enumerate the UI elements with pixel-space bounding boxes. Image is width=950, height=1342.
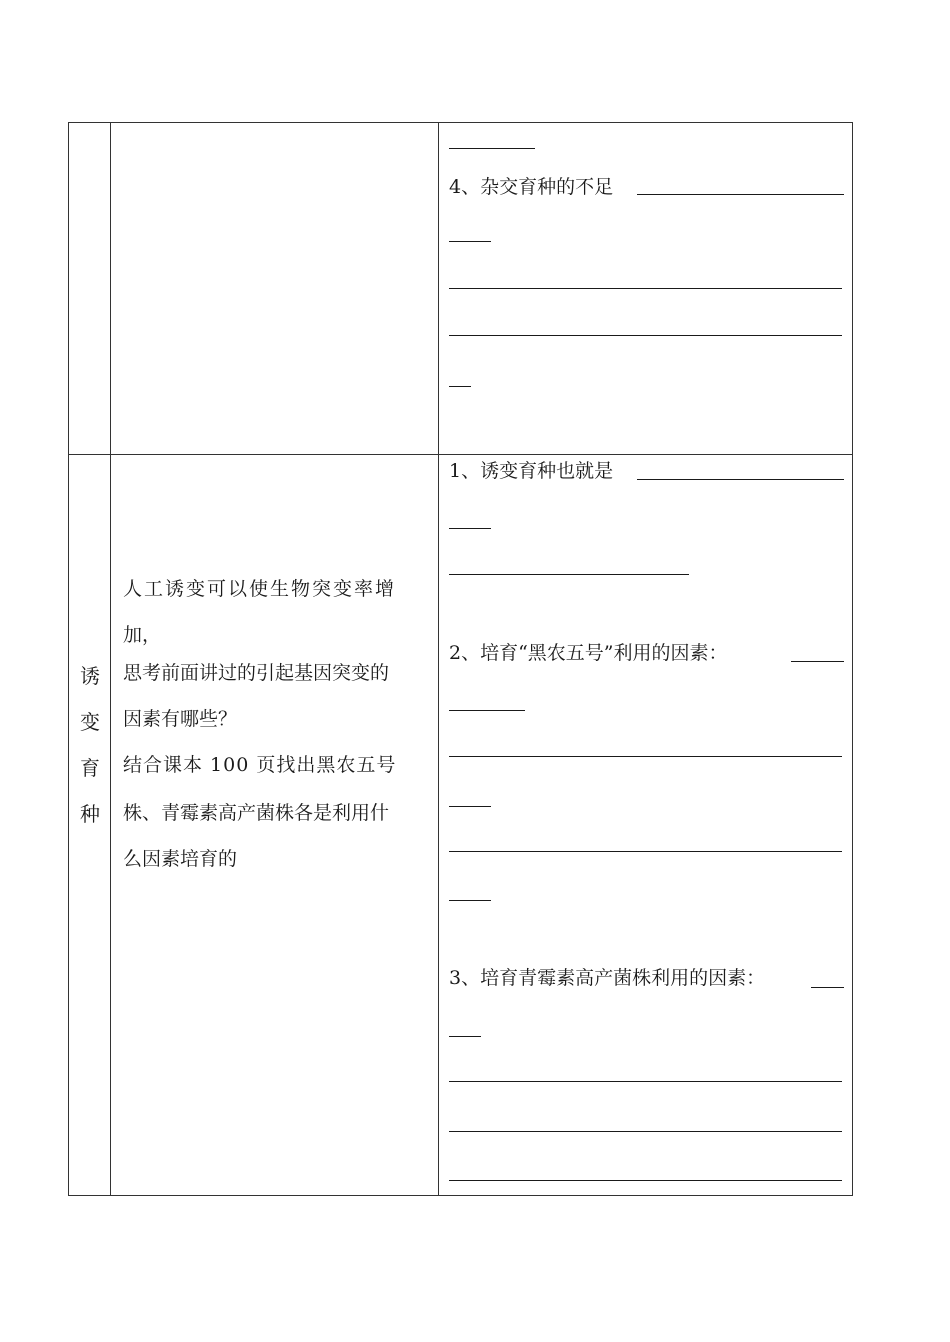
guide-line: 因素有哪些？ (123, 708, 238, 730)
guide-text (123, 566, 435, 882)
guide-line: 加， (123, 624, 162, 646)
worksheet-table (68, 122, 853, 1196)
answer-blank[interactable] (449, 1131, 842, 1132)
answer-blank[interactable] (449, 806, 491, 807)
section-label-char: 变 (80, 710, 100, 734)
answer-blank[interactable] (449, 574, 689, 575)
answer-blank[interactable] (449, 710, 525, 711)
question-2: 2、培育“黑农五号”利用的因素： (449, 642, 728, 664)
section-label-char: 育 (80, 756, 100, 780)
answer-blank[interactable] (637, 194, 844, 195)
answer-blank[interactable] (449, 288, 842, 289)
answer-blank[interactable] (811, 987, 844, 988)
answer-blank[interactable] (449, 900, 491, 901)
answer-blank[interactable] (449, 1180, 842, 1181)
answer-blank[interactable] (791, 661, 844, 662)
answer-blank[interactable] (449, 335, 842, 336)
guide-line: 株、青霉素高产菌株各是利用什 (123, 802, 390, 824)
answer-blank[interactable] (449, 528, 491, 529)
guide-line: 结合课本 100 页找出黑农五号 (123, 754, 397, 776)
guide-line: 么因素培育的 (123, 848, 238, 870)
section-label (69, 653, 111, 837)
guide-line: 思考前面讲过的引起基因突变的 (123, 662, 390, 684)
section-label-char: 诱 (80, 664, 100, 688)
answer-blank[interactable] (637, 479, 844, 480)
answer-blank[interactable] (449, 851, 842, 852)
answer-blank[interactable] (449, 756, 842, 757)
section-label-char: 种 (80, 802, 100, 826)
row-divider (69, 454, 852, 455)
answer-blank[interactable] (449, 148, 535, 149)
question-4: 4、杂交育种的不足 (449, 176, 614, 198)
guide-line: 人工诱变可以使生物突变率增 (123, 578, 397, 600)
question-3: 3、培育青霉素高产菌株利用的因素： (449, 967, 766, 989)
answer-blank[interactable] (449, 386, 471, 387)
answer-blank[interactable] (449, 1036, 481, 1037)
column-divider-2 (438, 123, 439, 1195)
question-1: 1、诱变育种也就是 (449, 460, 614, 482)
answer-blank[interactable] (449, 241, 491, 242)
answer-blank[interactable] (449, 1081, 842, 1082)
